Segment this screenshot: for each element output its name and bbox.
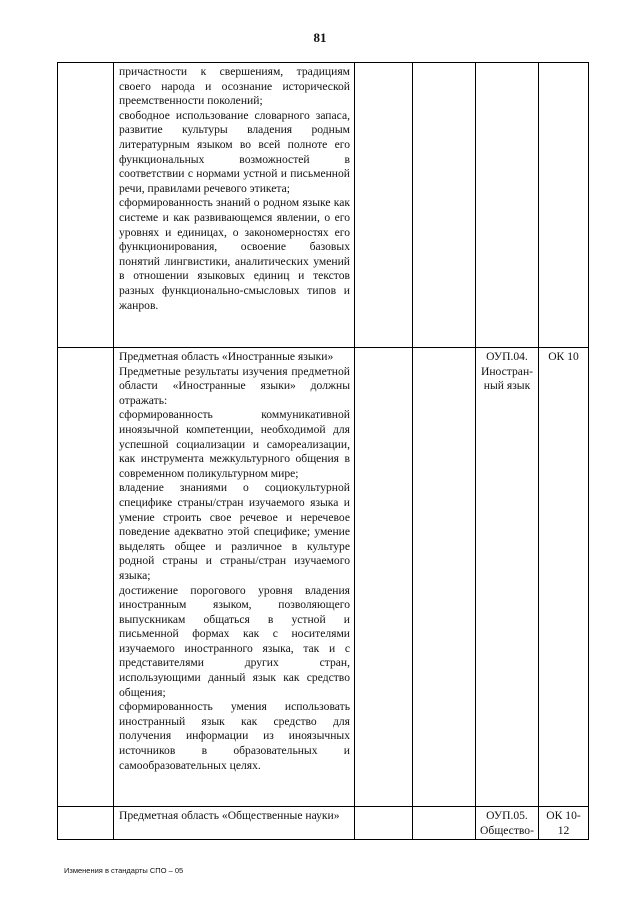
competence-cell — [539, 348, 589, 807]
empty-cell — [413, 348, 476, 807]
table-row — [58, 63, 589, 348]
paragraph: причастности к свершениям, традициям своего народа и осознание исторической преемственности поколений; — [119, 65, 350, 108]
results-cell — [114, 348, 355, 807]
results-cell — [114, 807, 355, 840]
empty-cell — [355, 348, 413, 807]
empty-cell — [355, 807, 413, 840]
results-text — [114, 348, 354, 773]
standards-table — [57, 62, 589, 840]
paragraph: сформированность умения использовать иностранный язык как средство для получения информации из иноязычных источников в образовательных и самообразовательных целях. — [119, 700, 350, 772]
competence-cell — [539, 63, 589, 348]
course-code: ОУП.05. Общество- — [480, 809, 534, 837]
empty-cell — [413, 807, 476, 840]
paragraph: Предметная область «Иностранные языки» — [119, 350, 334, 363]
empty-cell — [58, 348, 114, 807]
page-number: 81 — [313, 30, 327, 45]
footer-note: Изменения в стандарты СПО – 05 — [64, 866, 184, 875]
empty-cell — [58, 807, 114, 840]
paragraph: свободное использование словарного запаса, развитие культуры владения родным литературным языком во всей полноте его функциональных возможностей в соответствии с нормами устной и письменной речи, правилами речевого этикета; — [119, 108, 350, 195]
competence-code: ОК 10-12 — [546, 809, 581, 837]
empty-cell — [413, 63, 476, 348]
course-cell — [476, 63, 539, 348]
paragraph: достижение порогового уровня владения иностранным языком, позволяющего выпускникам общаться в устной и письменной формах как с носителями изучаемого иностранного языка, так и с представителями других стран, использующими данный язык как средство общения; — [119, 583, 350, 699]
paragraph: Предметные результаты изучения предметной области «Иностранные языки» должны отражать: — [119, 364, 350, 407]
results-cell — [114, 63, 355, 348]
results-text — [114, 807, 354, 824]
paragraph: владение знаниями о социокультурной специфике страны/стран изучаемого языка и умение строить свое речевое и неречевое поведение адекватно этой специфике; умение выделять общее и различное в культуре родной страны и страны/стран изучаемого языка; — [119, 481, 350, 582]
table-row — [58, 348, 589, 807]
course-code: ОУП.04. Иностран-ный язык — [480, 350, 534, 393]
course-cell — [476, 807, 539, 840]
paragraph: сформированность коммуникативной иноязычной компетенции, необходимой для успешной социализации и самореализации, как инструмента межкультурного общения в современном поликультурном мире; — [119, 408, 350, 480]
competence-code: ОК 10 — [548, 350, 579, 363]
empty-cell — [58, 63, 114, 348]
paragraph: Предметная область «Общественные науки» — [119, 809, 340, 822]
results-text — [114, 63, 354, 313]
empty-cell — [355, 63, 413, 348]
competence-cell — [539, 807, 589, 840]
table-row — [58, 807, 589, 840]
course-cell — [476, 348, 539, 807]
paragraph: сформированность знаний о родном языке как системе и как развивающемся явлении, о его уровнях и единицах, о закономерностях его функционирования, освоение базовых понятий лингвистики, аналитических умений в отношении языковых единиц и текстов разных функционально-смысловых типов и жанров. — [119, 196, 350, 312]
